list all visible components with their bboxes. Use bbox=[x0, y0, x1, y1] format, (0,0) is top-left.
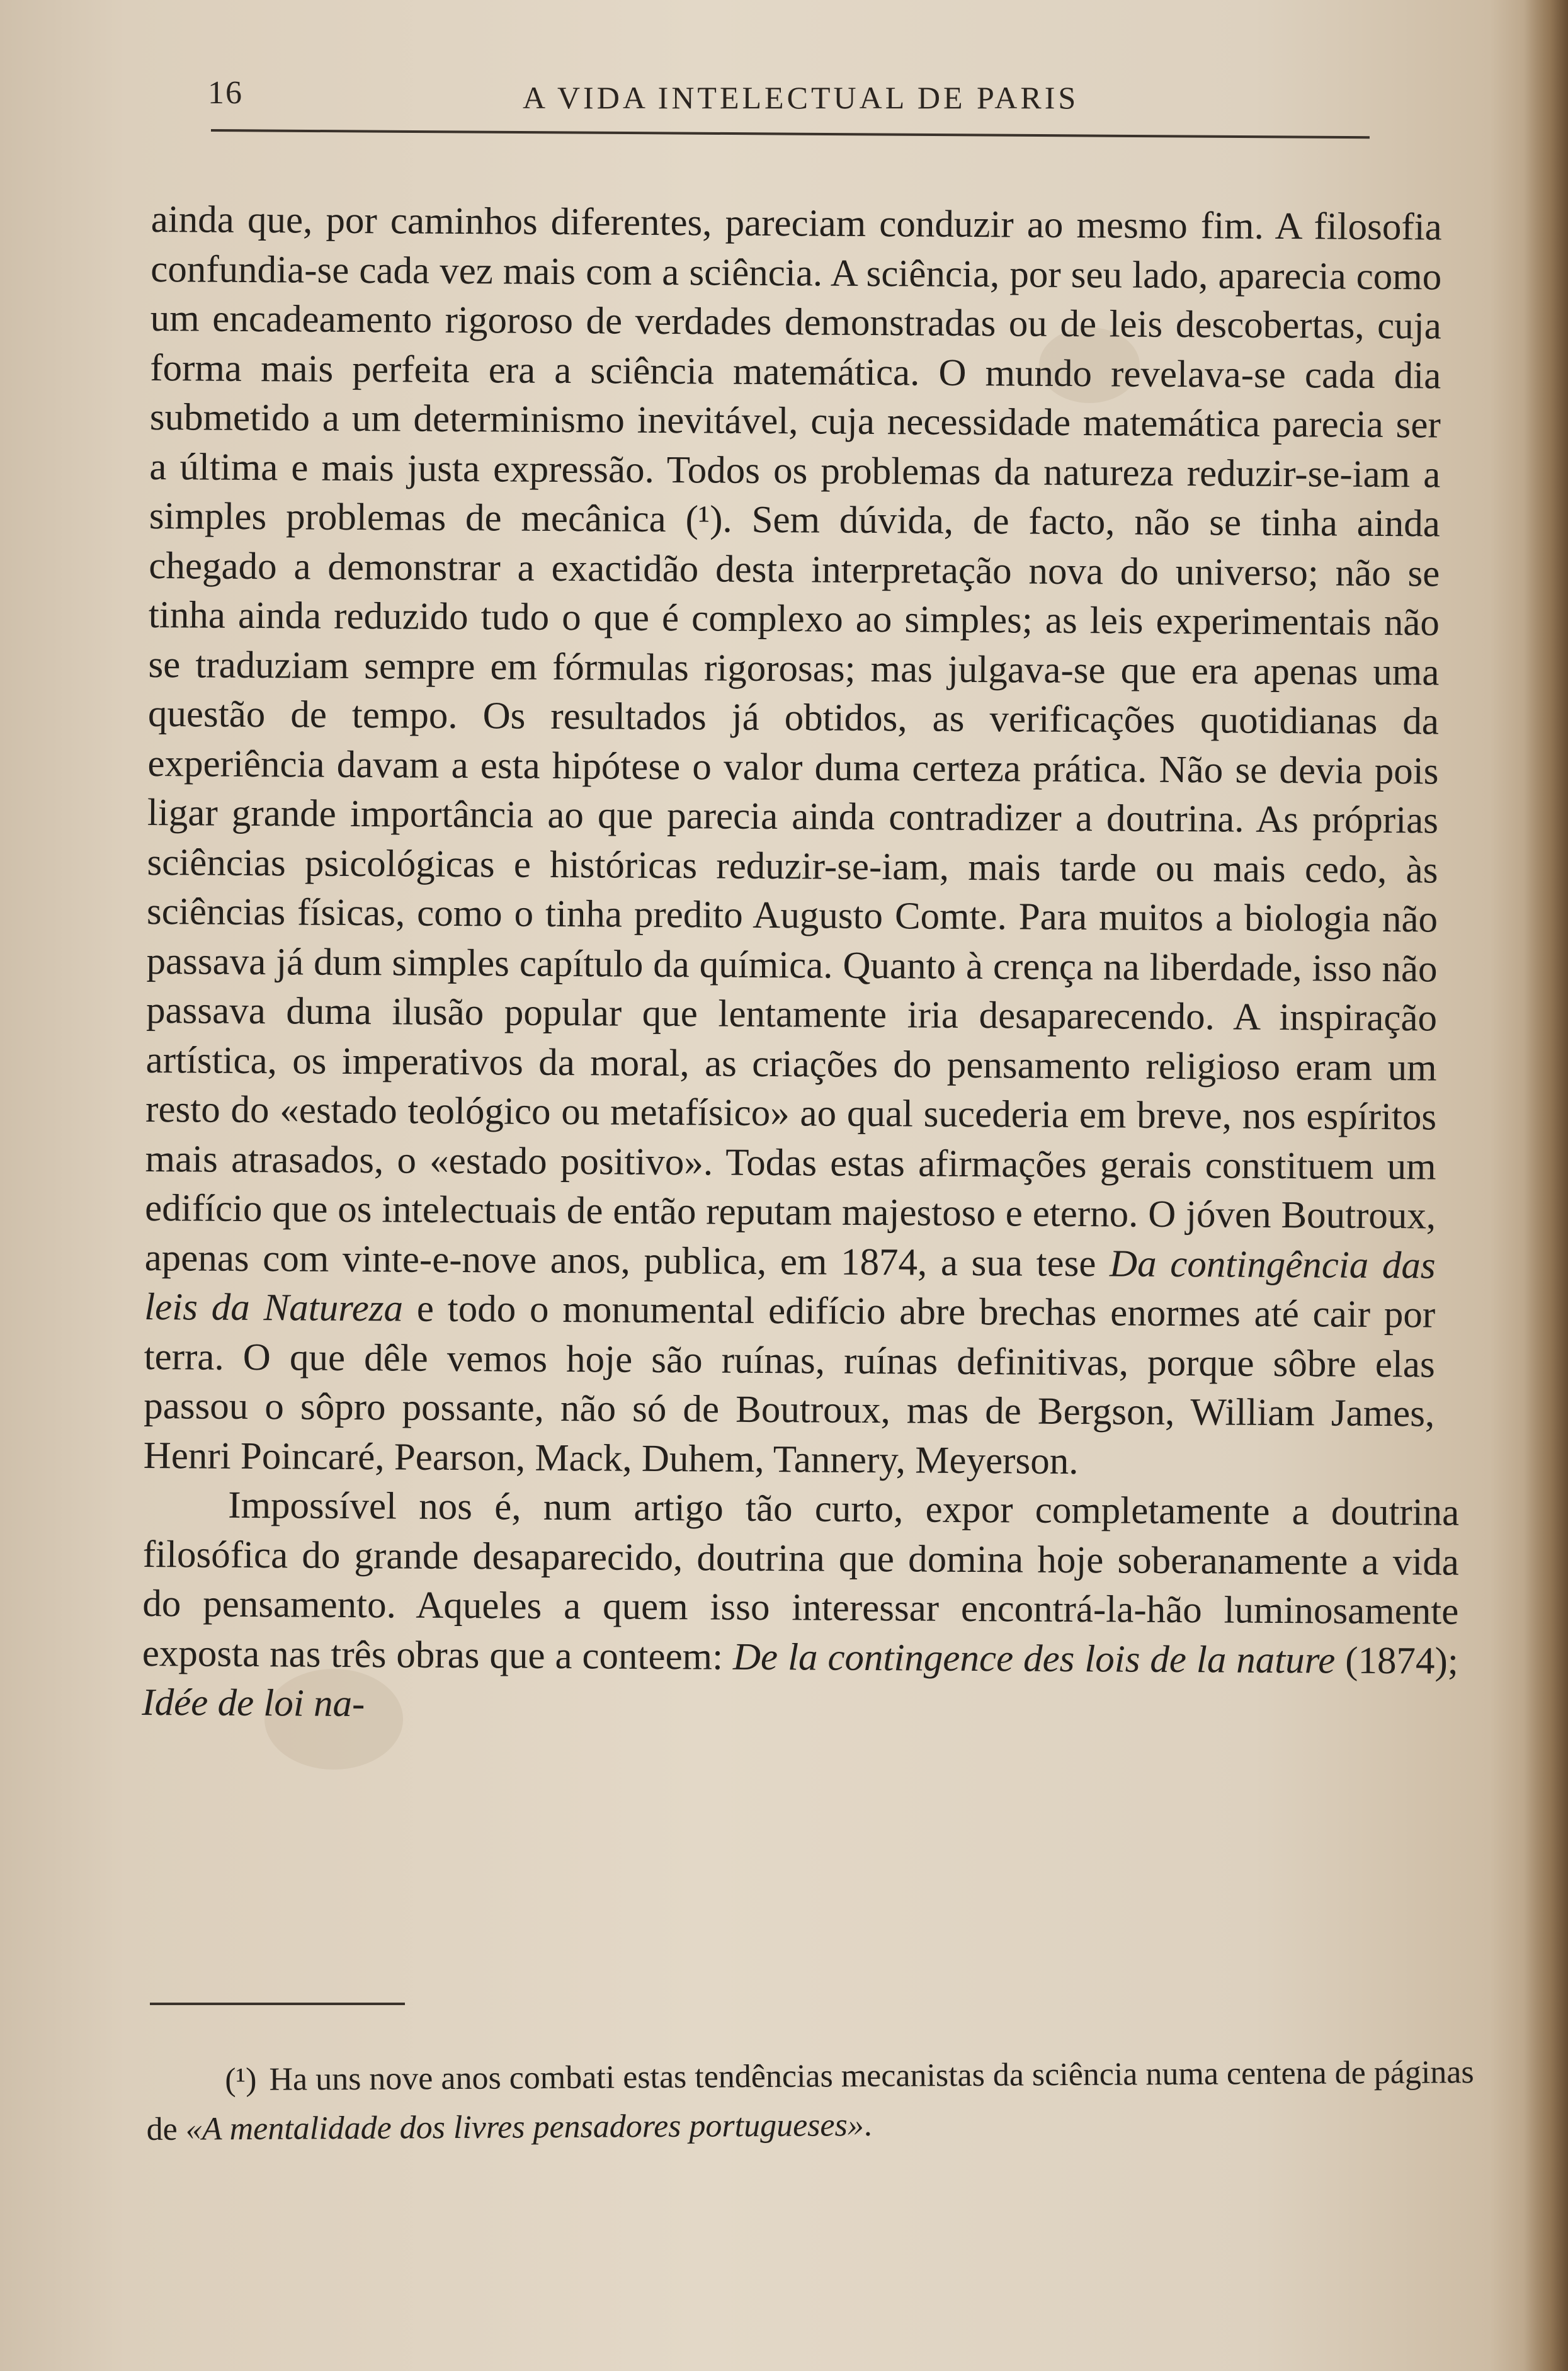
paragraph-1-text-b: ). Sem dúvida, de facto, não se tinha ainda chegado a demonstrar a exactidão desta interpretação nova do universo; não se tinha ainda reduzido tudo o que é complexo ao simples; as leis experimentais não se traduziam sempre em fórmulas rigorosas; mas julgava-se que era apenas uma questão de tempo. Os resultados já obtidos, as verificações quotidianas da experiência davam a esta hipótese o valor duma certeza prática. Não se devia pois ligar grande importância ao que parecia ainda contradizer a doutrina. As próprias sciências psicológicas e históricas reduzir-se-iam, mais tarde ou mais cedo, às sciências físicas, como o tinha predito Augusto Comte. Para muitos a biologia não passava já dum simples capítulo da química. Quanto à crença na liberdade, isso não passava duma ilusão popular que lentamente iria desaparecendo. A inspiração artística, os imperativos da moral, as criações do pensamento religioso eram um resto do «estado teológico ou metafísico» ao qual sucederia em breve, nos espíritos mais atrasados, o «estado positivo». Todas estas afirmações gerais constituem um edifício que os intelectuais de então reputam majestoso e eterno. O jóven Boutroux, apenas com vinte-e-nove anos, publica, em 1874, a sua tese bbox=[144, 498, 1441, 1285]
footnote-marker: (¹) bbox=[225, 2061, 257, 2098]
footnote-book-title: «A mentalidade dos livres pensadores portugueses» bbox=[185, 2107, 864, 2147]
work-title-1: De la contingence des lois de la nature bbox=[732, 1635, 1336, 1682]
footnote-text-a: Ha uns nove anos combati estas tendências mecanistas da sciência numa centena de páginas de bbox=[146, 2054, 1474, 2147]
page-header bbox=[208, 74, 1373, 131]
footnote bbox=[146, 2048, 1501, 2154]
paragraph-2-text-b: (1874); bbox=[1335, 1639, 1459, 1683]
thesis-title: Da contingência das leis da Natureza bbox=[144, 1242, 1436, 1330]
footnote-rule bbox=[150, 2003, 405, 2005]
page-number: 16 bbox=[208, 75, 243, 111]
paragraph-2-text-a: Impossível nos é, num artigo tão curto, expor completamente a doutrina filosófica do grande desaparecido, doutrina que domina hoje soberanamente a vida do pensamento. Aqueles a quem isso interessar encontrá-la-hão luminosamente exposta nas três obras que a conteem: bbox=[142, 1484, 1460, 1678]
paragraph-1 bbox=[144, 195, 1442, 1488]
running-title: A VIDA INTELECTUAL DE PARIS bbox=[523, 80, 1079, 115]
footnote-reference: ¹ bbox=[698, 498, 710, 541]
page-edge-shadow bbox=[1524, 0, 1568, 2371]
work-title-2: Idée de loi na- bbox=[142, 1681, 365, 1726]
footnote-text-b: . bbox=[863, 2107, 872, 2144]
paragraph-1-text-c: e todo o monumental edifício abre brechas enormes até cair por terra. O que dêle vemos hoje são ruínas, ruínas definitivas, porque sôbre elas passou o sôpro possante, não só de Boutroux, mas de Bergson, William James, Henri Poincaré, Pearson, Mack, Duhem, Tannery, Meyerson. bbox=[143, 1287, 1436, 1482]
paragraph-2 bbox=[142, 1481, 1459, 1736]
body-text bbox=[142, 195, 1467, 1736]
paragraph-1-text-a: ainda que, por caminhos diferentes, pareciam conduzir ao mesmo fim. A filosofia confundia-se cada vez mais com a sciência. A sciência, por seu lado, aparecia como um encadeamento rigoroso de verdades demonstradas ou de leis descobertas, cuja forma mais perfeita era a sciência matemática. O mundo revelava-se cada dia submetido a um determinismo inevitável, cuja necessidade matemática parecia ser a última e mais justa expressão. Todos os problemas da natureza reduzir-se-iam a simples problemas de mecânica ( bbox=[149, 198, 1442, 541]
